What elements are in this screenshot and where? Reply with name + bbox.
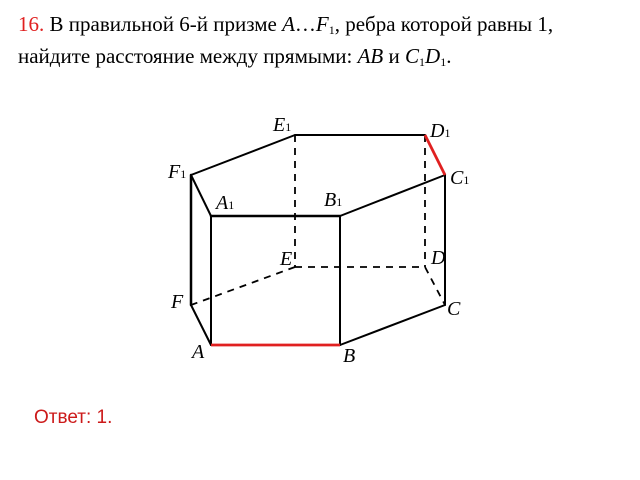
problem-text-1: В правильной 6-й призме bbox=[44, 12, 283, 36]
label-f: F bbox=[171, 291, 184, 313]
line-c1: C bbox=[405, 44, 420, 68]
label-b: B bbox=[343, 345, 356, 367]
problem-number: 16. bbox=[18, 12, 45, 36]
conjunction: и bbox=[383, 44, 406, 68]
line-c1-sub: 1 bbox=[419, 55, 426, 69]
label-c1: C1 bbox=[450, 167, 470, 189]
line-ab: AB bbox=[357, 44, 384, 68]
label-f1: F1 bbox=[168, 161, 187, 183]
answer: Ответ: 1. bbox=[34, 407, 113, 428]
edge-bc bbox=[340, 305, 445, 345]
edge-b1c1 bbox=[340, 175, 445, 216]
edge-f1a1 bbox=[191, 175, 211, 216]
edge-ef-hidden bbox=[191, 267, 295, 305]
edge-e1f1 bbox=[191, 135, 295, 175]
label-d1: D1 bbox=[430, 120, 451, 142]
prism-end: F bbox=[315, 12, 329, 36]
edge-fa bbox=[191, 305, 211, 345]
label-e1: E1 bbox=[273, 114, 292, 136]
edge-cd-hidden bbox=[425, 267, 445, 305]
prism-end-sub: 1 bbox=[328, 23, 335, 37]
label-c: C bbox=[447, 298, 461, 320]
problem-end: . bbox=[446, 44, 452, 68]
label-a: A bbox=[192, 341, 205, 363]
label-e: E bbox=[280, 248, 293, 270]
ellipsis: … bbox=[294, 12, 316, 36]
label-d: D bbox=[431, 247, 446, 269]
line-d1-sub: 1 bbox=[440, 55, 447, 69]
label-b1: B1 bbox=[324, 189, 343, 211]
label-a1: A1 bbox=[216, 192, 235, 214]
problem-text-2: , ребра которой равны 1, найдите расстояние между прямыми: bbox=[18, 12, 554, 68]
line-d1: D bbox=[425, 44, 441, 68]
prism-start: A bbox=[282, 12, 295, 36]
